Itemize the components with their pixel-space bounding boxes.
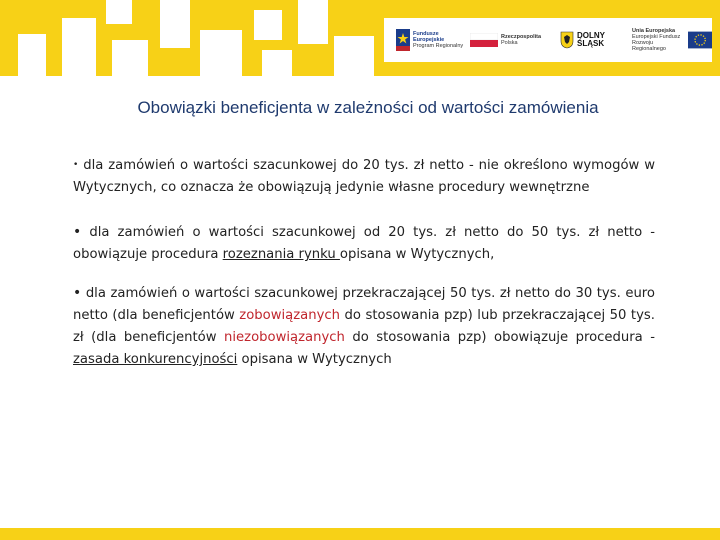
- paragraph-text: do stosowania pzp) lub przekraczającej 50 tys. zł (dla beneficjentów: [73, 308, 655, 345]
- header-banner: [0, 0, 720, 76]
- bullet: •: [73, 285, 82, 301]
- link-zasada-konkurencyjnosci[interactable]: zasada konkurencyjności: [73, 352, 238, 367]
- decor-block: [106, 0, 132, 24]
- bullet: •: [73, 160, 79, 170]
- logo-rzeczpospolita-polska: Rzeczpospolita Polska: [470, 26, 541, 54]
- eu-flag-icon: [688, 31, 712, 49]
- highlight-niezobowiazanych: niezobowiązanych: [224, 330, 345, 345]
- logo-unia-europejska: Unia Europejska Europejski Fundusz Rozwoju Regionalnego: [632, 26, 712, 54]
- decor-block: [200, 30, 242, 76]
- paragraph-above-50k: [73, 282, 655, 371]
- highlight-zobowiazanych: zobowiązanych: [239, 308, 341, 323]
- bullet: •: [73, 224, 82, 240]
- paragraph-text: do stosowania pzp) obowiązuje procedura -: [344, 330, 655, 345]
- polish-flag-icon: [470, 33, 498, 47]
- decor-block: [112, 40, 148, 76]
- eagle-crest-icon: [560, 31, 574, 49]
- decor-block: [254, 10, 282, 40]
- decor-block: [18, 34, 46, 76]
- decor-block: [160, 0, 190, 48]
- logo-dolny-slask: DOLNY ŚLĄSK: [560, 26, 605, 54]
- logo-fundusze-europejskie: Fundusze Europejskie Program Regionalny: [396, 26, 463, 54]
- paragraph-text: dla zamówień o wartości szacunkowej przekraczającej 50 tys. zł netto do 30 tys. euro netto (dla beneficjentów: [73, 286, 656, 323]
- page-title: Obowiązki beneficjenta w zależności od wartości zamówienia: [137, 98, 599, 117]
- paragraph-text: dla zamówień o wartości szacunkowej od 20 tys. zł netto do 50 tys. zł netto - obowiązuje procedura: [73, 225, 655, 262]
- fe-star-icon: [396, 29, 410, 51]
- paragraph-20k-50k: [73, 221, 655, 266]
- decor-block: [62, 18, 96, 76]
- paragraph-text: opisana w Wytycznych: [237, 352, 392, 367]
- logo-bar: [384, 18, 712, 62]
- decor-block: [334, 36, 374, 76]
- decor-block: [298, 0, 328, 44]
- paragraph-text: opisana w Wytycznych,: [339, 247, 495, 262]
- paragraph-below-20k: [73, 154, 655, 199]
- footer-bar: [0, 528, 720, 540]
- content-body: [73, 154, 655, 387]
- paragraph-text: dla zamówień o wartości szacunkowej do 20 tys. zł netto - nie określono wymogów w Wytycznych, co oznacza że obowiązują jedynie własne procedury wewnętrzne: [73, 158, 655, 195]
- decor-block: [262, 50, 292, 76]
- link-rozeznanie-rynku[interactable]: rozeznania rynku: [222, 247, 340, 262]
